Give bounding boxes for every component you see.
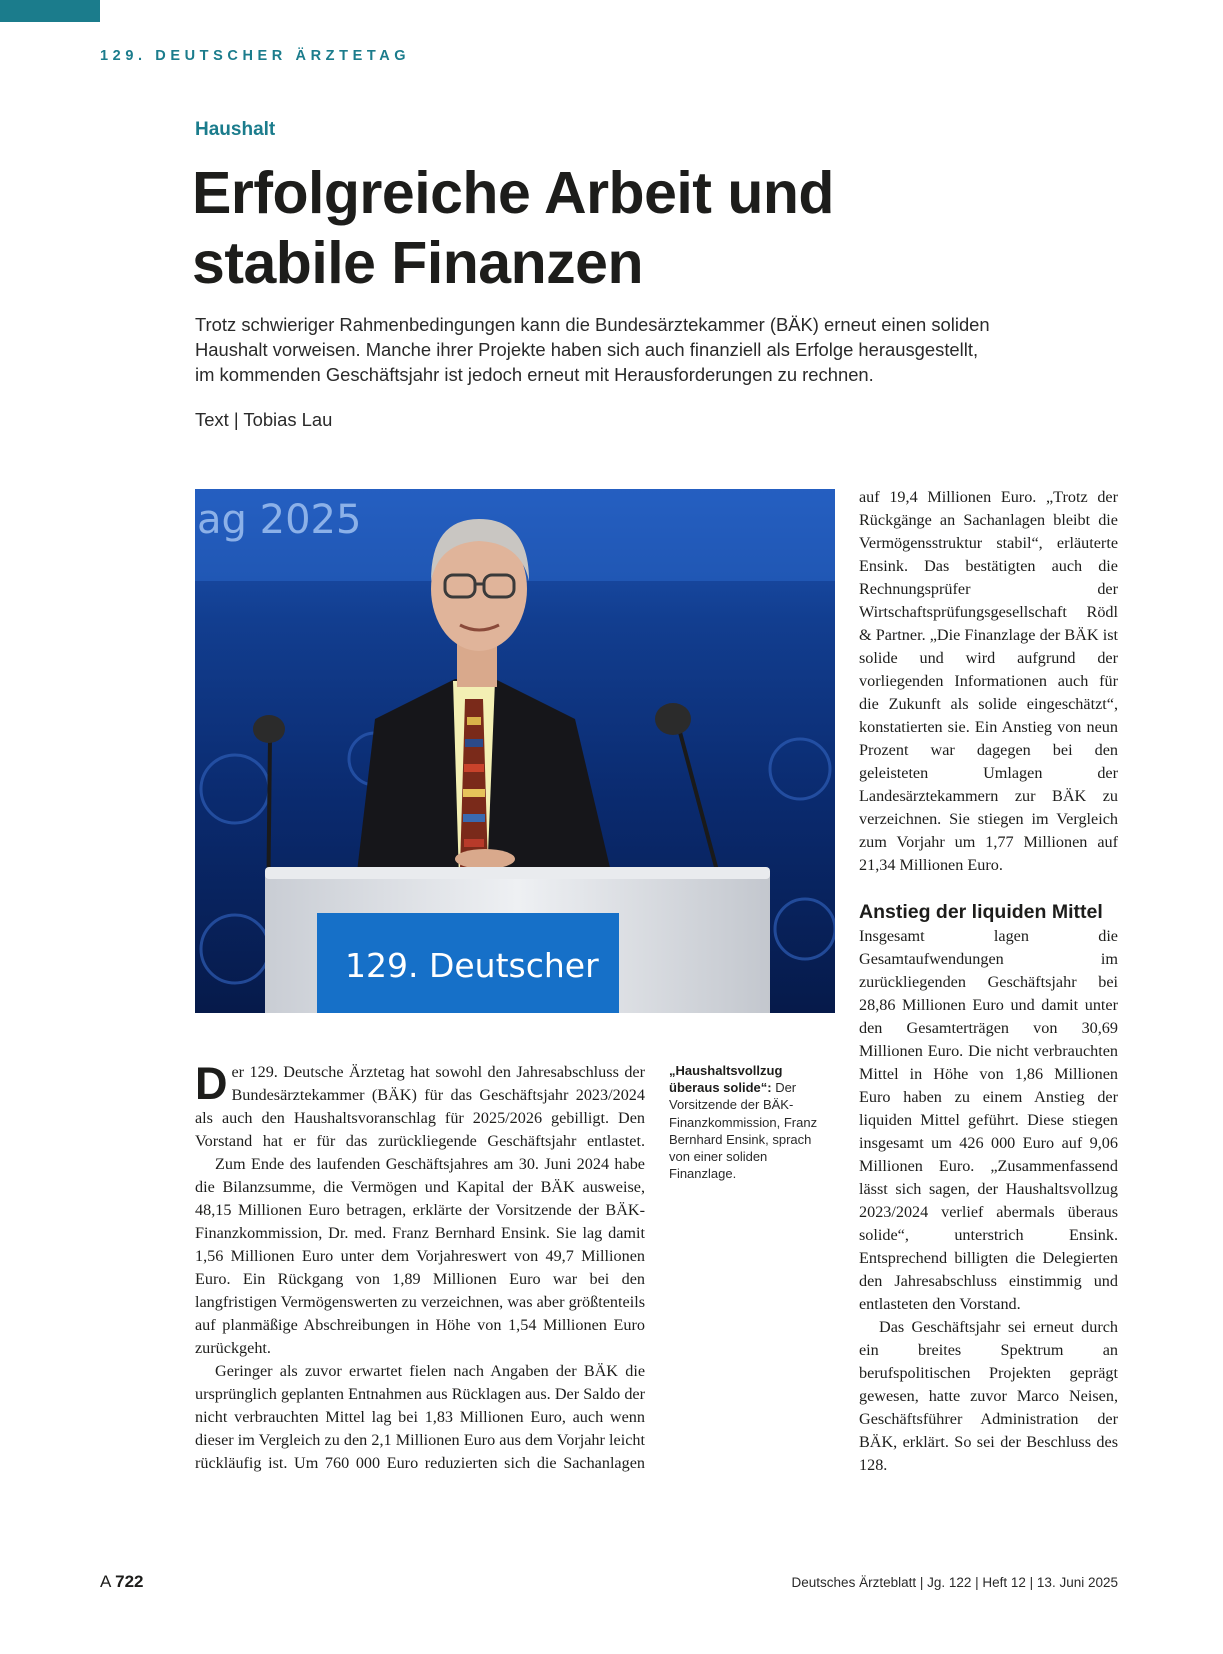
body-column-2 xyxy=(859,486,1118,1477)
article-title xyxy=(192,158,1092,298)
byline: Text | Tobias Lau xyxy=(195,409,333,430)
page-number: 722 xyxy=(115,1572,144,1591)
body-paragraph: Das Geschäftsjahr sei erneut durch ein breites Spektrum an berufspolitischen Projekten geprägt gewesen, hatte zuvor Marco Neisen, Geschäftsführer Administration der BÄK, erklärt. So sei der Beschluss des 128. xyxy=(859,1318,1118,1474)
publication-source: Deutsches Ärzteblatt | Jg. 122 | Heft 12 | 13. Juni 2025 xyxy=(791,1575,1118,1590)
drop-cap: D xyxy=(195,1058,228,1109)
folio-prefix: A xyxy=(100,1572,111,1591)
speaker-hands xyxy=(455,849,515,869)
speaker-photo xyxy=(195,489,835,1013)
article-photo xyxy=(195,489,835,1013)
photo-caption xyxy=(669,1062,829,1182)
caption-text: Der Vorsitzende der BÄK-Finanzkommission, Franz Bernhard Ensink, sprach von einer soliden Finanzlage. xyxy=(669,1080,818,1182)
section-kicker: 129. DEUTSCHER ÄRZTETAG xyxy=(100,48,411,64)
body-paragraph: Insgesamt lagen die Gesamtaufwendungen im zurückliegenden Geschäftsjahr bei 28,86 Millionen Euro und damit unter den Gesamterträgen von 30,69 Millionen Euro. Die nicht verbrauchten Mittel in Höhe von 1,86 Millionen Euro haben zu einem Anstieg der liquiden Mittel geführt. Diese stiegen insgesamt um 426 000 Euro auf 9,06 Millionen Euro. „Zusammenfassend lässt sich sagen, der Haushaltsvollzug 2023/2024 verlief abermals überaus solide“, unterstrich Ensink. Entsprechend billigten die Delegierten den Jahresabschluss einstimmig und entlasteten den Vorstand. xyxy=(859,927,1118,1313)
accent-bar xyxy=(0,0,100,22)
lectern-text: 129. Deutscher xyxy=(345,946,599,985)
title-line-2: stabile Finanzen xyxy=(192,230,643,296)
caption-lead: „Haushaltsvollzug überaus solide“: xyxy=(669,1063,783,1096)
backdrop-text: ag 2025 xyxy=(197,497,362,543)
lead-line-2: Haushalt vorweisen. Manche ihrer Projekte haben sich auch finanziell als Erfolge herausgestellt, xyxy=(195,339,979,360)
body-paragraph: Zum Ende des laufenden Geschäftsjahres am 30. Juni 2024 habe die Bilanzsumme, die Vermögen und Kapital der BÄK ausweise, 48,15 Millionen Euro betragen, erklärte der Vorsitzende der BÄK-Finanzkommission, Dr. med. Franz Bernhard Ensink. Sie lag damit 1,56 Millionen Euro unter dem Vorjahreswert von 49,7 Millionen Euro. Ein Rückgang von 1,89 Millionen Euro war bei den langfristigen Vermögenswerten zu verzeichnen, was aber größtenteils auf planmäßige Abschreibungen in Höhe von 1,54 Millionen Euro zurückgeht. xyxy=(195,1155,645,1357)
title-line-1: Erfolgreiche Arbeit und xyxy=(192,160,834,226)
lead-line-3: im kommenden Geschäftsjahr ist jedoch erneut mit Herausforderungen zu rechnen. xyxy=(195,364,874,385)
right-microphone-icon xyxy=(655,703,691,735)
article-lead xyxy=(195,312,1075,387)
body-paragraph: Geringer als zuvor erwartet fielen nach Angaben der BÄK die ursprünglich geplanten Entnahmen aus Rücklagen aus. Der Saldo der nicht verbrauchten Mittel lag bei 1,83 Millionen Euro, auch wenn dieser im Vergleich zu den 2,1 Millionen Euro aus dem Vorjahr leicht rückläufig ist. Um 760 000 Euro reduzierten sich die Sachanlagen xyxy=(195,1362,645,1472)
section-subhead: Anstieg der liquiden Mittel xyxy=(859,901,1103,923)
page-folio xyxy=(100,1572,144,1592)
body-paragraph: auf 19,4 Millionen Euro. „Trotz der Rückgänge an Sachanlagen bleibt die Vermögensstruktur stabil“, erläuterte Ensink. Das bestätigten auch die Rechnungsprüfer der Wirtschaftsprüfungsgesellschaft Rödl & Partner. „Die Finanzlage der BÄK ist solide und wird aufgrund der vorliegenden Informationen auch für die Zukunft als solide eingeschätzt“, konstatierten sie. Ein Anstieg von neun Prozent war dagegen bei den geleisteten Umlagen der Landesärztekammern zur BÄK zu verzeichnen. Sie stiegen im Vergleich zum Vorjahr um 1,77 Millionen auf 21,34 Millionen Euro. xyxy=(859,488,1118,874)
lead-line-1: Trotz schwieriger Rahmenbedingungen kann die Bundesärztekammer (BÄK) erneut einen soliden xyxy=(195,314,990,335)
left-microphone-icon xyxy=(253,715,285,743)
body-paragraph: Der 129. Deutsche Ärztetag hat sowohl den Jahresabschluss der Bundesärztekammer (BÄK) für das Geschäftsjahr 2023/2024 als auch den Haushaltsvoranschlag für 2025/2026 gebilligt. Den Vorstand hat er für das zurückliegende Geschäftsjahr entlastet. xyxy=(195,1058,645,1150)
body-column-1 xyxy=(195,1058,645,1475)
article-rubric: Haushalt xyxy=(195,119,276,140)
lectern-top xyxy=(265,867,770,879)
